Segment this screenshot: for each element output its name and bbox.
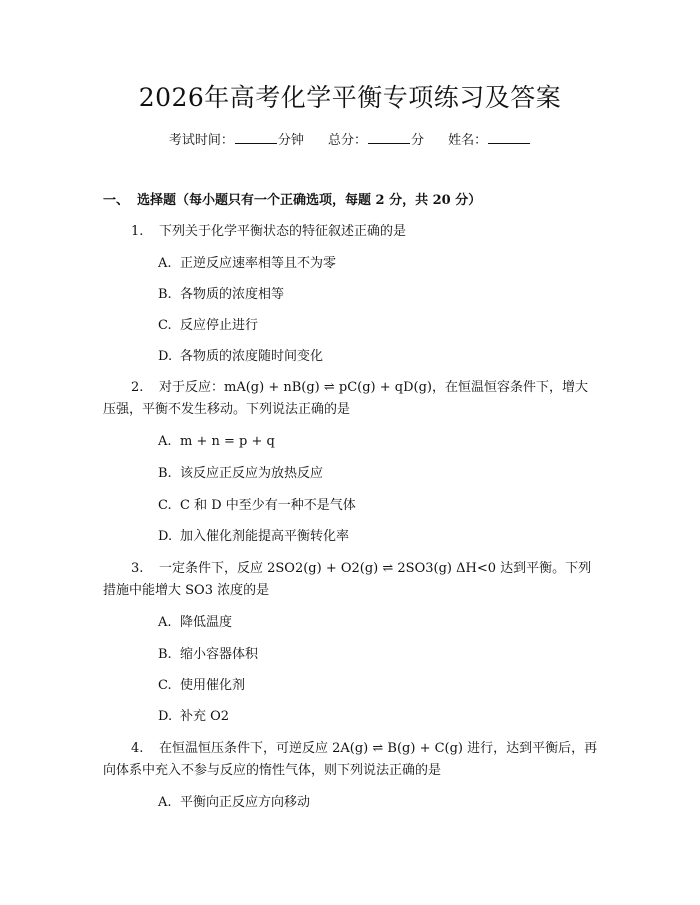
question-4: [103, 738, 599, 782]
total-score-unit: 分: [411, 133, 425, 148]
option-text: 加入催化剂能提高平衡转化率: [180, 529, 350, 544]
question-number: 2.: [131, 380, 144, 395]
question-1-option-a: [158, 254, 336, 274]
total-score-label: 总分：: [327, 133, 367, 148]
option-letter: A.: [158, 434, 172, 449]
option-text: 缩小容器体积: [180, 647, 259, 662]
question-number: 3.: [131, 561, 144, 576]
question-2-option-b: [158, 464, 323, 484]
option-text: 反应停止进行: [180, 318, 259, 333]
question-text: 在恒温恒压条件下，可逆反应 2A(g) ⇌ B(g) + C(g) 进行，达到平衡后，再向体系中充入不参与反应的惰性气体，则下列说法正确的是: [103, 741, 598, 778]
option-letter: C.: [158, 318, 172, 333]
exam-info-line: [0, 131, 700, 151]
exam-time-field: [169, 131, 304, 151]
option-letter: A.: [158, 256, 172, 271]
question-4-option-a: [158, 793, 310, 813]
option-letter: A.: [158, 795, 172, 810]
option-letter: A.: [158, 615, 172, 630]
option-text: 各物质的浓度相等: [180, 287, 285, 302]
option-letter: D.: [158, 529, 173, 544]
option-text: 降低温度: [180, 615, 233, 630]
question-text: 一定条件下，反应 2SO2(g) + O2(g) ⇌ 2SO3(g) ΔH<0 达到平衡。下列措施中能增大 SO3 浓度的是: [103, 561, 592, 598]
question-2: [103, 377, 599, 421]
question-2-option-c: [158, 496, 356, 516]
question-text: 下列关于化学平衡状态的特征叙述正确的是: [159, 224, 407, 239]
option-letter: B.: [158, 466, 172, 481]
option-letter: D.: [158, 709, 173, 724]
section-number: 一、: [103, 193, 130, 208]
question-3-option-b: [158, 645, 258, 665]
option-text: 该反应正反应为放热反应: [180, 466, 324, 481]
option-letter: B.: [158, 647, 172, 662]
option-text: m + n = p + q: [180, 434, 275, 449]
question-number: 4.: [131, 741, 144, 756]
option-text: C 和 D 中至少有一种不是气体: [180, 498, 356, 513]
question-3: [103, 558, 599, 602]
section-heading: [103, 191, 481, 211]
question-1-option-d: [158, 347, 323, 367]
question-1: [103, 221, 599, 243]
section-title: 选择题（每小题只有一个正确选项，每题 2 分，共 20 分）: [137, 193, 482, 208]
question-1-option-c: [158, 316, 258, 336]
question-1-option-b: [158, 285, 284, 305]
student-name-blank: [488, 131, 530, 144]
option-text: 使用催化剂: [180, 678, 246, 693]
document-title: 2026年高考化学平衡专项练习及答案: [138, 83, 562, 112]
option-text: 补充 O2: [180, 709, 230, 724]
question-text: 对于反应：mA(g) + nB(g) ⇌ pC(g) + qD(g)，在恒温恒容条件下，增大压强，平衡不发生移动。下列说法正确的是: [103, 380, 588, 417]
option-text: 正逆反应速率相等且不为零: [180, 256, 337, 271]
exam-time-unit: 分钟: [277, 133, 304, 148]
option-text: 各物质的浓度随时间变化: [180, 349, 324, 364]
total-score-blank: [368, 131, 410, 144]
question-2-option-a: [158, 432, 275, 452]
question-3-option-c: [158, 676, 245, 696]
exam-time-label: 考试时间：: [168, 133, 234, 148]
student-name-label: 姓名：: [448, 133, 488, 148]
question-3-option-a: [158, 613, 232, 633]
option-text: 平衡向正反应方向移动: [180, 795, 311, 810]
option-letter: C.: [158, 678, 172, 693]
question-3-option-d: [158, 707, 229, 727]
total-score-field: [328, 131, 424, 151]
option-letter: D.: [158, 349, 173, 364]
student-name-field: [448, 131, 531, 151]
question-2-option-d: [158, 527, 349, 547]
option-letter: C.: [158, 498, 172, 513]
exam-time-blank: [235, 131, 277, 144]
option-letter: B.: [158, 287, 172, 302]
question-number: 1.: [131, 224, 144, 239]
